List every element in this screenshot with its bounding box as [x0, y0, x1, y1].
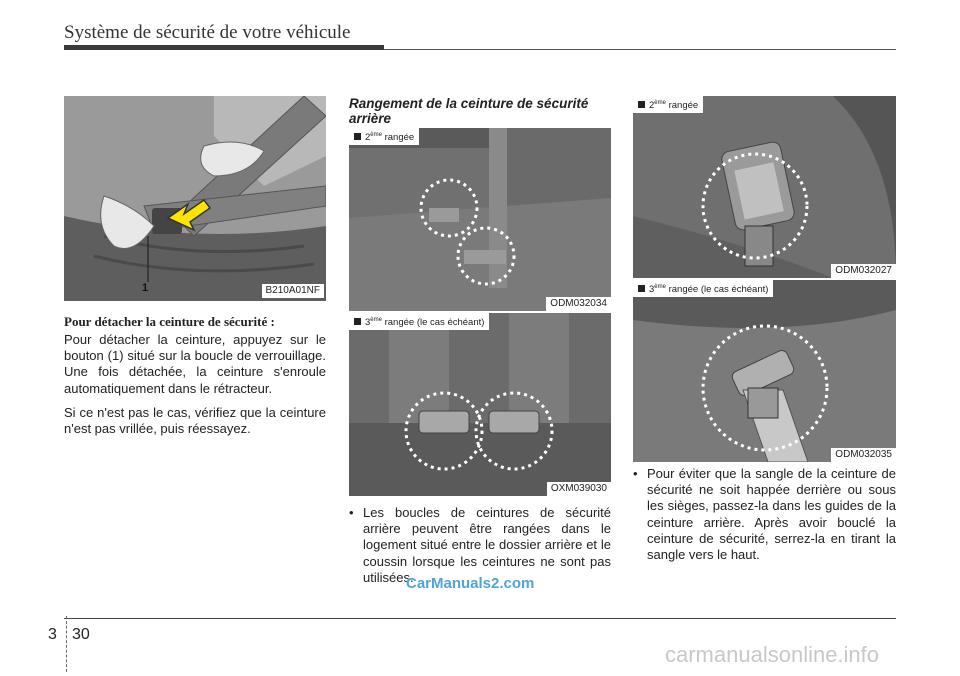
- bullet-guide: [633, 466, 896, 563]
- figure-seatbelt-release: [64, 96, 326, 301]
- bullet-dot: •: [633, 466, 638, 481]
- paragraph-detach-2: Si ce n'est pas le cas, vérifiez que la ceinture n'est pas vrillée, puis réessayez.: [64, 405, 326, 437]
- page-number: 30: [72, 626, 90, 643]
- bullet-guide-text: Pour éviter que la sangle de la ceinture de sécurité ne soit happée derrière ou sous les sièges, passez-la dans les guides de la ceinture arrière. Après avoir bouclé la ceinture de sécurité, serrez-la en tirant la sangle vers le haut.: [647, 466, 896, 563]
- row-tag-3eme: 3ème rangée (le cas échéant): [349, 313, 489, 330]
- figure-row3-belt-guide: [633, 280, 896, 462]
- figure-row2-buckle-storage: [349, 128, 611, 311]
- row3-storage-illustration: [349, 313, 611, 496]
- row3-guide-illustration: [633, 280, 896, 462]
- footer-rule: [64, 618, 896, 619]
- figure-code-odm032034: ODM032034: [546, 297, 611, 311]
- row-tag-3eme-right: 3ème rangée (le cas échéant): [633, 280, 773, 297]
- row-tag-2eme-right: 2ème rangée: [633, 96, 703, 113]
- row-tag-2eme: 2ème rangée: [349, 128, 419, 145]
- bullet-dot: •: [349, 505, 354, 520]
- figure-code-odm032027: ODM032027: [831, 264, 896, 278]
- footer-separator: [66, 616, 67, 672]
- header-rule-thick: [64, 45, 384, 50]
- watermark-carmanuals2: CarManuals2.com: [406, 575, 535, 592]
- row2-storage-illustration: [349, 128, 611, 311]
- figure-code-odm032035: ODM032035: [831, 448, 896, 462]
- square-bullet-icon: [354, 133, 361, 140]
- seatbelt-release-illustration: [64, 96, 326, 301]
- header-rule-thin: [384, 49, 896, 50]
- row2-guide-illustration: [633, 96, 896, 278]
- figure-code-b210a01nf: B210A01NF: [262, 284, 324, 298]
- square-bullet-icon: [354, 318, 361, 325]
- paragraph-detach-1: Pour détacher la ceinture, appuyez sur le bouton (1) situé sur la boucle de verrouillage. Une fois détachée, la ceinture s'enroule automatiquement dans le rétracteur.: [64, 332, 326, 396]
- square-bullet-icon: [638, 285, 645, 292]
- figure-code-oxm039030: OXM039030: [547, 482, 611, 496]
- watermark-carmanualsonline: carmanualsonline.info: [665, 642, 880, 667]
- bullet-storage: [349, 505, 611, 586]
- square-bullet-icon: [638, 101, 645, 108]
- callout-1: 1: [142, 282, 149, 294]
- bullet-storage-text: Les boucles de ceintures de sécurité arrière peuvent être rangées dans le logement situé entre le dossier arrière et le coussin lorsque les ceintures ne sont pas utilisées.: [363, 505, 611, 585]
- chapter-number: 3: [48, 626, 57, 643]
- figure-row3-buckle-storage: [349, 313, 611, 496]
- figure-row2-belt-guide: [633, 96, 896, 278]
- page-header-title: Système de sécurité de votre véhicule: [64, 22, 351, 43]
- subheading-detach: Pour détacher la ceinture de sécurité :: [64, 314, 275, 329]
- section-title-storage: Rangement de la ceinture de sécurité arrière: [349, 96, 589, 126]
